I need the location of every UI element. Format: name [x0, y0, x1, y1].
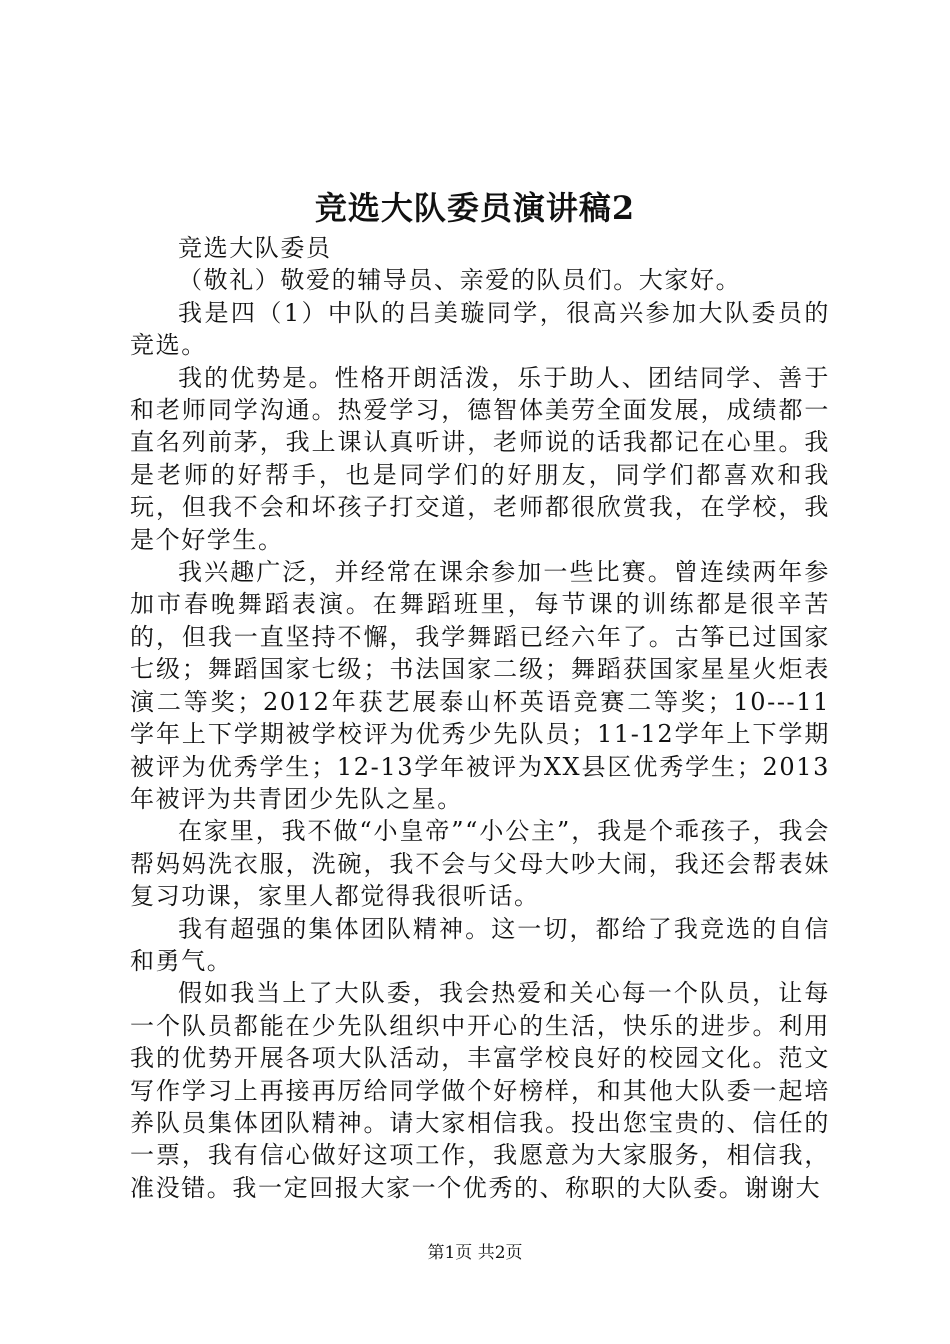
paragraph-greeting: （敬礼）敬爱的辅导员、亲爱的队员们。大家好。 [178, 266, 742, 295]
paragraph-heading: 竞选大队委员 [178, 234, 332, 262]
page-number-footer: 第1页 共2页 [427, 1243, 523, 1263]
document-body [130, 232, 830, 1204]
paragraph-home: 在家里，我不做“小皇帝”“小公主”，我是个乖孩子，我会帮妈妈洗衣服，洗碗，我不会与父母大吵大闹，我还会帮表妹复习功课，家里人都觉得我很听话。 [130, 817, 830, 911]
paragraph-promise: 假如我当上了大队委，我会热爱和关心每一个队员，让每一个队员都能在少先队组织中开心的生活，快乐的进步。利用我的优势开展各项大队活动，丰富学校良好的校园文化。范文写作学习上再接再厉给同学做个好榜样，和其他大队委一起培养队员集体团队精神。请大家相信我。投出您宝贵的、信任的一票，我有信心做好这项工作，我愿意为大家服务，相信我，准没错。我一定回报大家一个优秀的、称职的大队委。谢谢大 [130, 979, 830, 1202]
document-title: 竞选大队委员演讲稿2 [314, 189, 636, 227]
paragraph-introduction: 我是四（1）中队的吕美璇同学，很高兴参加大队委员的竞选。 [130, 298, 830, 360]
paragraph-strengths: 我的优势是。性格开朗活泼，乐于助人、团结同学、善于和老师同学沟通。热爱学习，德智体美劳全面发展，成绩都一直名列前茅，我上课认真听讲，老师说的话我都记在心里。我是老师的好帮手，也是同学们的好朋友，同学们都喜欢和我玩，但我不会和坏孩子打交道，老师都很欣赏我，在学校，我是个好学生。 [130, 363, 830, 554]
paragraph-team-spirit: 我有超强的集体团队精神。这一切，都给了我竞选的自信和勇气。 [130, 914, 830, 975]
paragraph-interests: 我兴趣广泛，并经常在课余参加一些比赛。曾连续两年参加市春晚舞蹈表演。在舞蹈班里，每节课的训练都是很辛苦的，但我一直坚持不懈，我学舞蹈已经六年了。古筝已过国家七级；舞蹈国家七级；书法国家二级；舞蹈获国家星星火炬表演二等奖；2012年获艺展泰山杯英语竞赛二等奖；10---11学年上下学期被学校评为优秀少先队员；11-12学年上下学期被评为优秀学生；12-13学年被评为XX县区优秀学生；2013年被评为共青团少先队之星。 [130, 558, 830, 813]
